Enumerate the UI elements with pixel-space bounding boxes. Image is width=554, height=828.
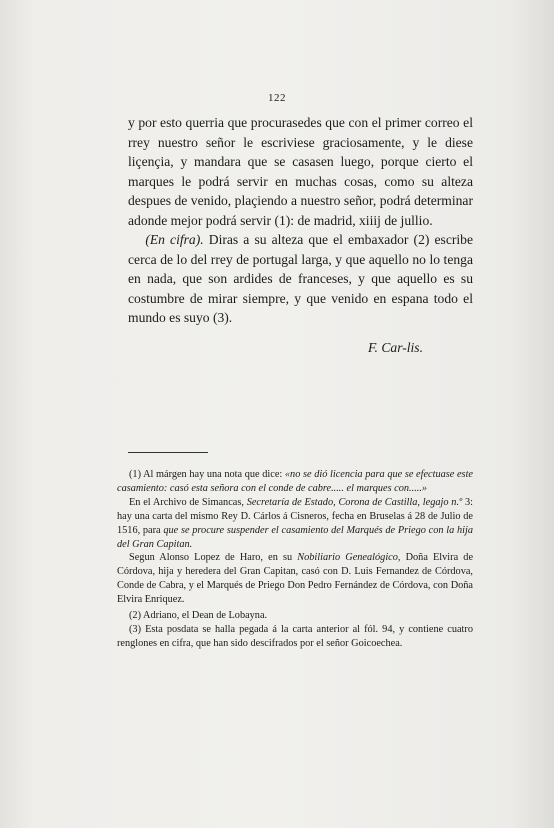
footnote-1-archive	[117, 496, 473, 552]
signature: F. Car-lis.	[368, 340, 423, 355]
footnote-3: (3) Esta posdata se halla pegada á la carta anterior al fól. 94, y contiene cuatro renglones en cifra, que han sido descifrados por el señor Goicoechea.	[117, 623, 473, 649]
footnote-1-quote: «no se dió licencia para que se efectuase este casamiento: casó esta señora con el conde de cabre..... el marques con.....»	[117, 469, 473, 494]
paragraph-2-text: Diras a su alteza que el embaxador (2) escribe cerca de lo del rrey de portugal larga, y que aquello no lo tenga en nada, que son ardides de franceses, y que aquello es su costumbre de mirar siempre, y que venido en espana todo el mundo es suyo (3).	[128, 232, 473, 325]
footnote-1-haro-text: Doña Elvira de Córdova, hija y heredera del Gran Capitan, casó con D. Luis Fernandez de Córdova, Conde de Cabra, y el Marqués de Priego Don Pedro Fernández de Córdova, con Doña Elvira Enriquez.	[117, 552, 474, 606]
footnotes	[117, 468, 473, 651]
footnote-1-haro	[117, 551, 473, 607]
footnote-1-archive-intro: En el Archivo de Simancas,	[129, 496, 247, 508]
footnote-rule	[128, 452, 208, 453]
main-text	[128, 113, 473, 328]
cipher-lead: (En cifra).	[145, 232, 204, 247]
footnote-1-intro: (1) Al márgen hay una nota que dice:	[129, 469, 285, 480]
footnote-1-archive-ref: Secretaría de Estado, Corona de Castilla, legajo n.º	[246, 496, 463, 508]
paragraph-1: y por esto querria que procurasedes que con el primer correo el rrey nuestro señor le escriviese graciosamente, y le diese liçençia, y mandara que se casasen luego, porque cierto el marques le podrá servir en muchas cosas, como su alteza despues de venido, plaçiendo a nuestro señor, podrá determinar adonde mejor podrá servir (1): de madrid, xiiij de jullio.	[128, 115, 473, 228]
footnote-1-haro-intro: Segun Alonso Lopez de Haro, en su	[129, 552, 298, 564]
footnote-2: (2) Adriano, el Dean de Lobayna.	[129, 610, 268, 622]
paragraph-2	[128, 230, 473, 328]
footnote-1	[117, 468, 473, 496]
footnote-1-archive-text: 3: hay una carta del mismo Rey D. Cárlos á Cisneros, fecha en Bruselas á 28 de Julio de 1516, para	[117, 496, 474, 536]
page-number: 122	[268, 92, 286, 104]
footnote-1-archive-quote: que se procure suspender el casamiento del Marqués de Priego con la hija del Gran Capitan.	[117, 524, 473, 550]
footnote-1-haro-title: Nobiliario Genealógico,	[297, 552, 401, 564]
